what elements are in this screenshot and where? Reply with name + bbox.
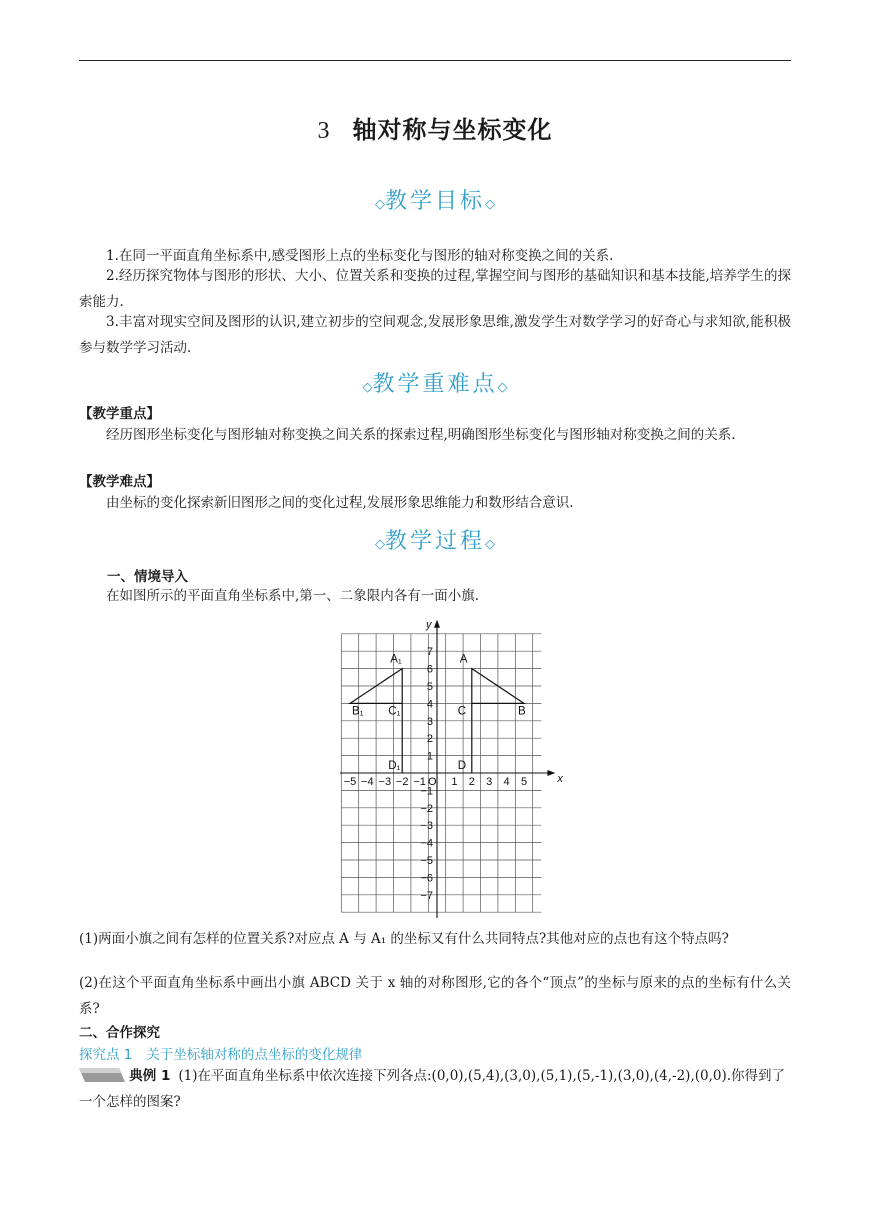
- diamond-icon: ◇: [485, 197, 495, 212]
- point-label: A: [459, 653, 468, 666]
- x-tick-label: −3: [378, 776, 392, 788]
- coordinate-chart: [340, 610, 570, 918]
- y-tick-label: 6: [426, 663, 433, 676]
- x-tick-label: 2: [468, 776, 475, 788]
- objectives-heading-text: 教学目标: [384, 189, 485, 214]
- example-banner-icon: [79, 1068, 125, 1082]
- explore-point: [79, 1043, 362, 1063]
- difficulty-text: 由坐标的变化探索新旧图形之间的变化过程,发展形象思维能力和数形结合意识.: [106, 495, 574, 511]
- y-tick-label: 4: [426, 698, 433, 711]
- focus-label: 【教学重点】: [79, 406, 160, 422]
- header-rule: [79, 60, 791, 61]
- y-tick-label: 2: [426, 733, 433, 746]
- y-tick-label: 7: [426, 646, 433, 659]
- lesson-title: [0, 110, 870, 145]
- example-1: [79, 1063, 791, 1115]
- y-axis-label: y: [426, 618, 432, 631]
- y-tick-label: −5: [420, 855, 433, 867]
- x-tick-label: −4: [361, 776, 374, 788]
- point-label: C: [457, 705, 467, 718]
- intro-heading: 一、情境导入: [107, 569, 188, 585]
- process-heading: [0, 524, 870, 555]
- question-2: (2)在这个平面直角坐标系中画出小旗 ABCD 关于 x 轴的对称图形,它的各个“顶点”的坐标与原来的点的坐标有什么关系?: [79, 975, 791, 1017]
- x-tick-label: 3: [486, 776, 493, 788]
- objective-item: 3.丰富对现实空间及图形的认识,建立初步的空间观念,发展形象思维,激发学生对数学学习的好奇心与求知欲,能积极参与数学学习活动.: [79, 314, 791, 356]
- point-label: C₁: [388, 705, 401, 718]
- y-tick-label: 1: [426, 750, 433, 763]
- lesson-number: 3: [317, 118, 331, 144]
- y-tick-label: −1: [420, 785, 433, 798]
- origin-label: O: [428, 776, 437, 788]
- x-tick-label: 4: [503, 776, 510, 788]
- point-label: B: [518, 705, 526, 718]
- process-heading-text: 教学过程: [384, 529, 485, 554]
- y-tick-label: −7: [420, 889, 433, 902]
- explore-title: 关于坐标轴对称的点坐标的变化规律: [146, 1047, 363, 1063]
- intro-text: 在如图所示的平面直角坐标系中,第一、二象限内各有一面小旗.: [106, 588, 480, 604]
- objective-item: 2.经历探究物体与图形的形状、大小、位置关系和变换的过程,掌握空间与图形的基础知识和基本技能,培养学生的探索能力.: [79, 268, 791, 310]
- point-label: D: [457, 760, 467, 772]
- x-tick-label: −1: [413, 776, 426, 788]
- x-axis-arrow-icon: [547, 770, 555, 776]
- point-label: B₁: [352, 705, 364, 718]
- explore-label: 探究点 1: [79, 1047, 133, 1063]
- point-label: A₁: [390, 653, 402, 666]
- y-tick-label: −4: [420, 837, 433, 850]
- difficulty-label: 【教学难点】: [79, 474, 160, 490]
- diamond-icon: ◇: [485, 537, 495, 552]
- y-tick-label: −3: [420, 820, 433, 833]
- point-label: D₁: [388, 760, 401, 772]
- y-tick-label: 3: [426, 715, 433, 728]
- cooperation-heading: 二、合作探究: [79, 1025, 160, 1041]
- key-points-heading-text: 教学重难点: [372, 372, 498, 397]
- objective-item: 1.在同一平面直角坐标系中,感受图形上点的坐标变化与图形的轴对称变换之间的关系.: [106, 248, 614, 264]
- diamond-icon: ◇: [362, 380, 373, 395]
- x-tick-label: 5: [520, 776, 528, 788]
- objectives-heading: [0, 184, 870, 215]
- y-tick-label: 5: [426, 681, 433, 693]
- x-tick-label: −5: [343, 776, 357, 788]
- x-tick-label: 1: [451, 776, 458, 788]
- y-axis-arrow-icon: [434, 620, 440, 628]
- diamond-icon: ◇: [497, 380, 508, 395]
- example-label: 典例 1: [129, 1068, 171, 1084]
- x-axis-label: x: [557, 773, 563, 785]
- question-1: (1)两面小旗之间有怎样的位置关系?对应点 A 与 A₁ 的坐标又有什么共同特点?其他对应的点也有这个特点吗?: [79, 931, 729, 947]
- y-tick-label: −2: [420, 802, 433, 815]
- diamond-icon: ◇: [374, 197, 385, 212]
- lesson-title-text: 轴对称与坐标变化: [352, 116, 553, 144]
- key-points-heading: [0, 367, 870, 398]
- y-tick-label: −6: [420, 872, 433, 885]
- diamond-icon: ◇: [374, 537, 385, 552]
- focus-text: 经历图形坐标变化与图形轴对称变换之间关系的探索过程,明确图形坐标变化与图形轴对称变换之间的关系.: [106, 427, 736, 443]
- example-text: (1)在平面直角坐标系中依次连接下列各点:(0,0),(5,4),(3,0),(5,1),(5,-1),(3,0),(4,-2),(0,0).你得到了一个怎样的图案?: [79, 1068, 786, 1110]
- x-tick-label: −2: [395, 776, 409, 788]
